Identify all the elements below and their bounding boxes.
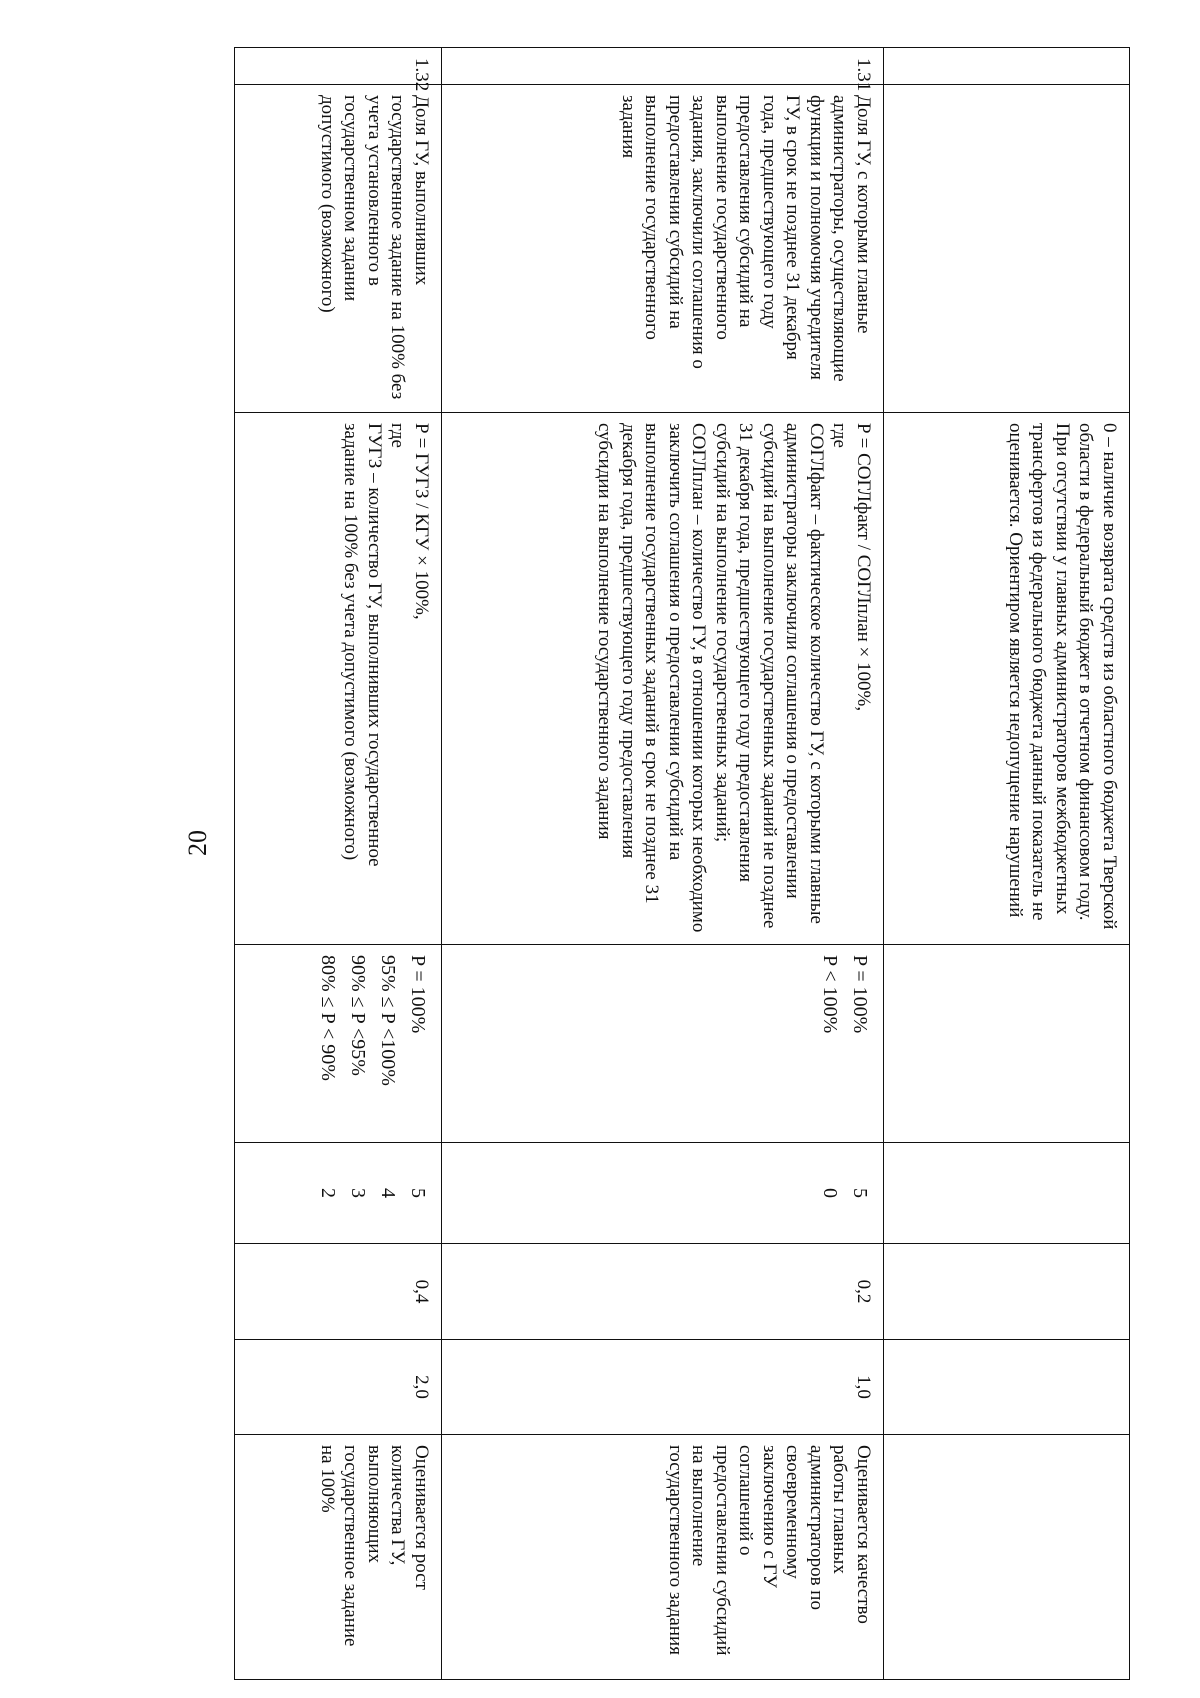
indicator-name: Доля ГУ, с которыми главные администраторы, осуществляющие функции и полномочия учредителя ГУ, в срок не позднее 31 декабря года, предшествующего году предоставления субсидий на выполнение государственного задания, заключили соглашения о предоставлении субсидий на выполнение государственного задания [442,85,884,413]
formula-text: P = ГУГЗ / КГУ × 100%, [411,423,432,620]
formula-text: 0 – наличие возврата средств из областного бюджета Тверской области в федеральный бюджет в отчетном финансовом году. [1075,423,1120,930]
formula-cell [235,413,442,945]
formula-text: СОГЛфакт – фактическое количество ГУ, с которыми главные администраторы заключили соглашения о предоставлении субсидий на выполнение государственных заданий не позднее 31 декабря года, предшествующего году предоставления субсидий на выполнение государственных заданий; [712,423,827,929]
score-cell [235,1143,442,1244]
rotated-table-wrapper [235,47,1130,1679]
criterion: P < 100% [819,955,841,1034]
table-row [884,48,1130,1680]
criteria-cell [442,945,884,1143]
weight-cell [884,1244,1130,1340]
row-number: 1.32 [235,48,442,85]
row-number [884,48,1130,85]
score: 2 [317,1188,339,1198]
formula-text: СОГЛплан – количество ГУ, в отношении которых необходимо заключить соглашения о предоставлении субсидий на выполнение государственных заданий в срок не позднее 31 декабря года, предшествующего году предоставления субсидии на выполнение государственного задания [594,423,710,933]
formula-cell [884,413,1130,945]
table-row [235,48,442,1680]
formula-text: ГУГЗ – количество ГУ, выполнивших государственное задание на 100% без учета допустимого (возможного) [340,423,385,867]
indicator-name: Доля ГУ, выполнивших государственное задание на 100% без учета установленного в государственном задании допустимого (возможного) [235,85,442,413]
score-cell [442,1143,884,1244]
score-cell [884,1143,1130,1244]
score: 5 [849,1188,871,1198]
comment-cell: Оценивается качество работы главных администраторов по своевременному заключению с ГУ соглашений о предоставлении субсидий на выполнение государственного задания [442,1435,884,1680]
criterion: 95% ≤ P <100% [377,955,399,1086]
criterion: P = 100% [407,955,429,1034]
row-number: 1.31 [442,48,884,85]
criterion: P = 100% [849,955,871,1034]
max-cell: 2,0 [235,1340,442,1435]
max-cell [884,1340,1130,1435]
indicator-name [884,85,1130,413]
score: 5 [407,1188,429,1198]
criteria-cell [884,945,1130,1143]
formula-text: P = СОГЛфакт / СОГЛплан × 100%, [853,423,874,712]
table-row [442,48,884,1680]
formula-text: где [387,423,409,448]
criteria-cell [235,945,442,1143]
score: 3 [347,1188,369,1198]
weight-cell: 0,2 [442,1244,884,1340]
comment-cell: Оценивается рост количества ГУ, выполняющих государственное задание на 100% [235,1435,442,1680]
page-number: 20 [183,830,212,856]
score: 0 [819,1188,841,1198]
criterion: 90% ≤ P <95% [347,955,369,1076]
formula-text: При отсутствии у главных администраторов межбюджетных трансфертов из федерального бюджета данный показатель не оценивается. Ориентиром является недопущение нарушений [1005,423,1073,921]
weight-cell: 0,4 [235,1244,442,1340]
criterion: 80% ≤ P < 90% [317,955,339,1081]
formula-text: где [829,423,851,448]
evaluation-table [234,47,1130,1680]
score: 4 [377,1188,399,1198]
max-cell: 1,0 [442,1340,884,1435]
comment-cell [884,1435,1130,1680]
formula-cell [442,413,884,945]
